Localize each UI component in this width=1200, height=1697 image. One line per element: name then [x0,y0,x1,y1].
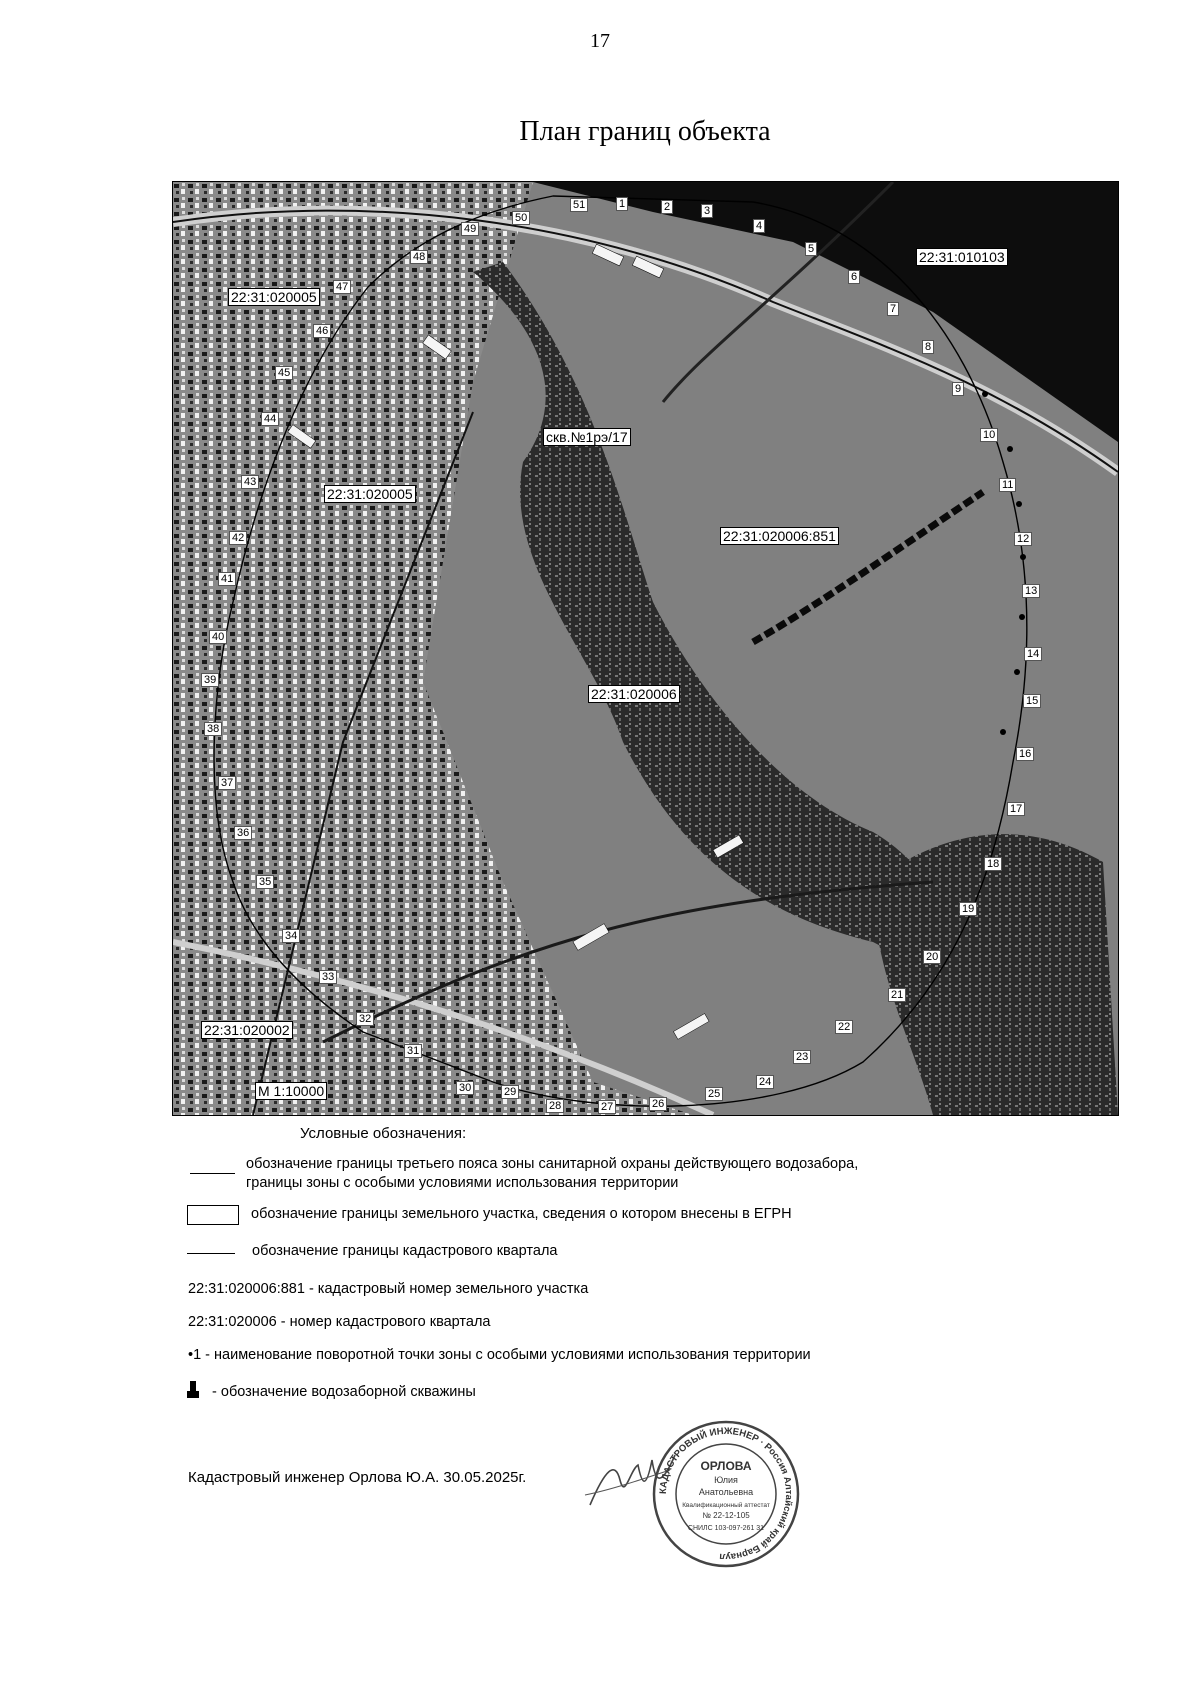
point-label: 50 [512,211,530,225]
point-label: 29 [501,1085,519,1099]
svg-text:Квалификационный аттестат: Квалификационный аттестат [682,1502,770,1509]
quarter-label-010103: 22:31:010103 [916,248,1008,266]
legend-item-parcel-number: 22:31:020006:881 - кадастровый номер земельного участка [188,1281,589,1297]
point-label: 25 [705,1087,723,1101]
point-label: 28 [546,1099,564,1113]
point-label: 32 [356,1012,374,1026]
point-label: 26 [649,1097,667,1111]
point-label: 22 [835,1020,853,1034]
point-label: 35 [256,875,274,889]
boundary-map [172,181,1119,1116]
point-label: 9 [952,382,964,396]
point-label: 16 [1016,747,1034,761]
point-label: 11 [999,478,1016,492]
legend-title: Условные обозначения: [300,1125,467,1142]
point-label: 14 [1024,647,1042,661]
point-label: 43 [241,475,259,489]
point-label: 6 [848,270,860,284]
point-label: 34 [282,929,300,943]
point-label: 13 [1022,584,1040,598]
point-label: 42 [229,531,247,545]
point-label: 27 [598,1100,616,1114]
point-label: 19 [959,902,977,916]
point-label: 46 [313,324,331,338]
point-label: 5 [805,242,817,256]
quarter-label-020005-mid: 22:31:020005 [324,485,416,503]
point-label: 45 [275,366,293,380]
point-label: 37 [218,776,236,790]
point-label: 31 [404,1044,422,1058]
parcel-boundary-symbol [187,1205,239,1225]
engineer-signature-line: Кадастровый инженер Орлова Ю.А. 30.05.2025г. [188,1469,527,1486]
svg-text:СНИЛС 103-097-261 31: СНИЛС 103-097-261 31 [687,1525,765,1532]
point-label: 4 [753,219,765,233]
quarter-label-020002: 22:31:020002 [201,1021,293,1039]
legend-item-quarter-number: 22:31:020006 - номер кадастрового квартала [188,1314,491,1330]
quarter-boundary-symbol [187,1253,235,1254]
point-label: 23 [793,1050,811,1064]
point-label: 51 [570,198,588,212]
point-label: 36 [234,826,252,840]
scale-label: М 1:10000 [255,1082,327,1100]
map-graphics [173,182,1118,1115]
point-label: 17 [1007,802,1025,816]
well-icon [186,1381,200,1399]
point-label: 18 [984,857,1002,871]
page-title: План границ объекта [519,116,771,147]
legend-item-parcel: обозначение границы земельного участка, сведения о котором внесены в ЕГРН [251,1206,792,1222]
point-label: 30 [456,1081,474,1095]
svg-text:Юлия: Юлия [714,1475,738,1485]
quarter-label-020005-top: 22:31:020005 [228,288,320,306]
point-label: 1 [616,197,628,211]
point-label: 39 [201,673,219,687]
legend-item-zone-line1: обозначение границы третьего пояса зоны санитарной охраны действующего водозабора, [246,1156,859,1172]
point-label: 49 [461,222,479,236]
legend-item-zone-line2: границы зоны с особыми условиями использования территории [246,1175,679,1191]
point-label: 12 [1014,532,1032,546]
legend-item-turning-point: •1 - наименование поворотной точки зоны с особыми условиями использования территории [188,1347,811,1363]
point-label: 24 [756,1075,774,1089]
svg-text:ОРЛОВА: ОРЛОВА [700,1459,752,1473]
svg-text:Анатольевна: Анатольевна [698,1487,754,1497]
point-label: 47 [333,280,351,294]
point-label: 33 [319,970,337,984]
zone-boundary-symbol [190,1173,235,1174]
point-label: 3 [701,204,713,218]
point-label: 10 [980,428,998,442]
page-number: 17 [590,30,610,52]
point-dot-icon: • [188,1347,194,1363]
point-label: 40 [209,630,227,644]
well-label: скв.№1рэ/17 [543,428,631,446]
point-label: 44 [261,412,279,426]
svg-text:КАДАСТРОВЫЙ ИНЖЕНЕР · Россия А: КАДАСТРОВЫЙ ИНЖЕНЕР · Россия Алтайский край Барнаул [657,1425,795,1563]
cadastral-engineer-stamp [650,1418,802,1570]
point-label: 20 [923,950,941,964]
parcel-label-851: 22:31:020006:851 [720,527,839,545]
point-label: 38 [204,722,222,736]
point-label: 41 [218,572,236,586]
point-label: 15 [1023,694,1041,708]
legend-item-quarter: обозначение границы кадастрового квартала [252,1243,558,1259]
point-label: 2 [661,200,673,214]
point-label: 8 [922,340,934,354]
point-label: 21 [888,988,906,1002]
quarter-label-020006: 22:31:020006 [588,685,680,703]
legend-item-well: - обозначение водозаборной скважины [186,1381,476,1402]
point-label: 7 [887,302,899,316]
point-label: 48 [410,250,428,264]
svg-text:№ 22-12-105: № 22-12-105 [702,1511,750,1520]
